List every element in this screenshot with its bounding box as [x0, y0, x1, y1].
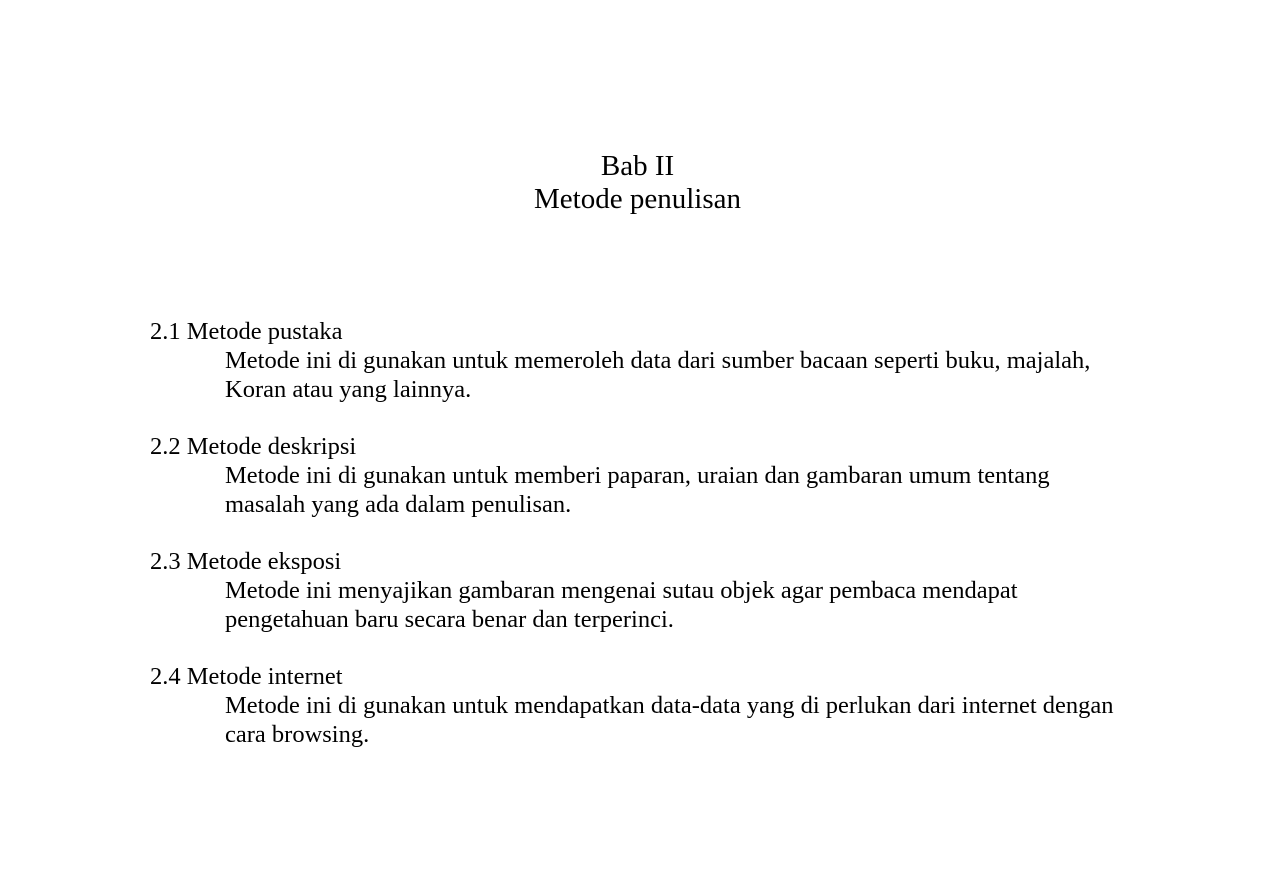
section-body: Metode ini menyajikan gambaran mengenai sutau objek agar pembaca mendapat pengetahuan baru secara benar dan terperinci.	[225, 577, 1018, 633]
section-heading: 2.3 Metode eksposi	[150, 548, 342, 575]
chapter-label: Bab II	[600, 150, 675, 182]
section-metode-pustaka	[150, 317, 1150, 404]
section-metode-eksposi	[150, 547, 1150, 634]
section-heading: 2.4 Metode internet	[150, 663, 343, 690]
section-list	[150, 317, 1150, 777]
section-body: Metode ini di gunakan untuk mendapatkan data-data yang di perlukan dari internet dengan cara browsing.	[225, 692, 1114, 748]
chapter-header	[0, 150, 1275, 216]
chapter-title: Metode penulisan	[534, 183, 741, 215]
section-body: Metode ini di gunakan untuk memberi paparan, uraian dan gambaran umum tentang masalah yang ada dalam penulisan.	[225, 462, 1050, 518]
section-body: Metode ini di gunakan untuk memeroleh data dari sumber bacaan seperti buku, majalah, Koran atau yang lainnya.	[225, 347, 1091, 403]
section-heading: 2.1 Metode pustaka	[150, 318, 343, 345]
section-heading: 2.2 Metode deskripsi	[150, 433, 357, 460]
section-metode-deskripsi	[150, 432, 1150, 519]
section-metode-internet	[150, 662, 1150, 749]
